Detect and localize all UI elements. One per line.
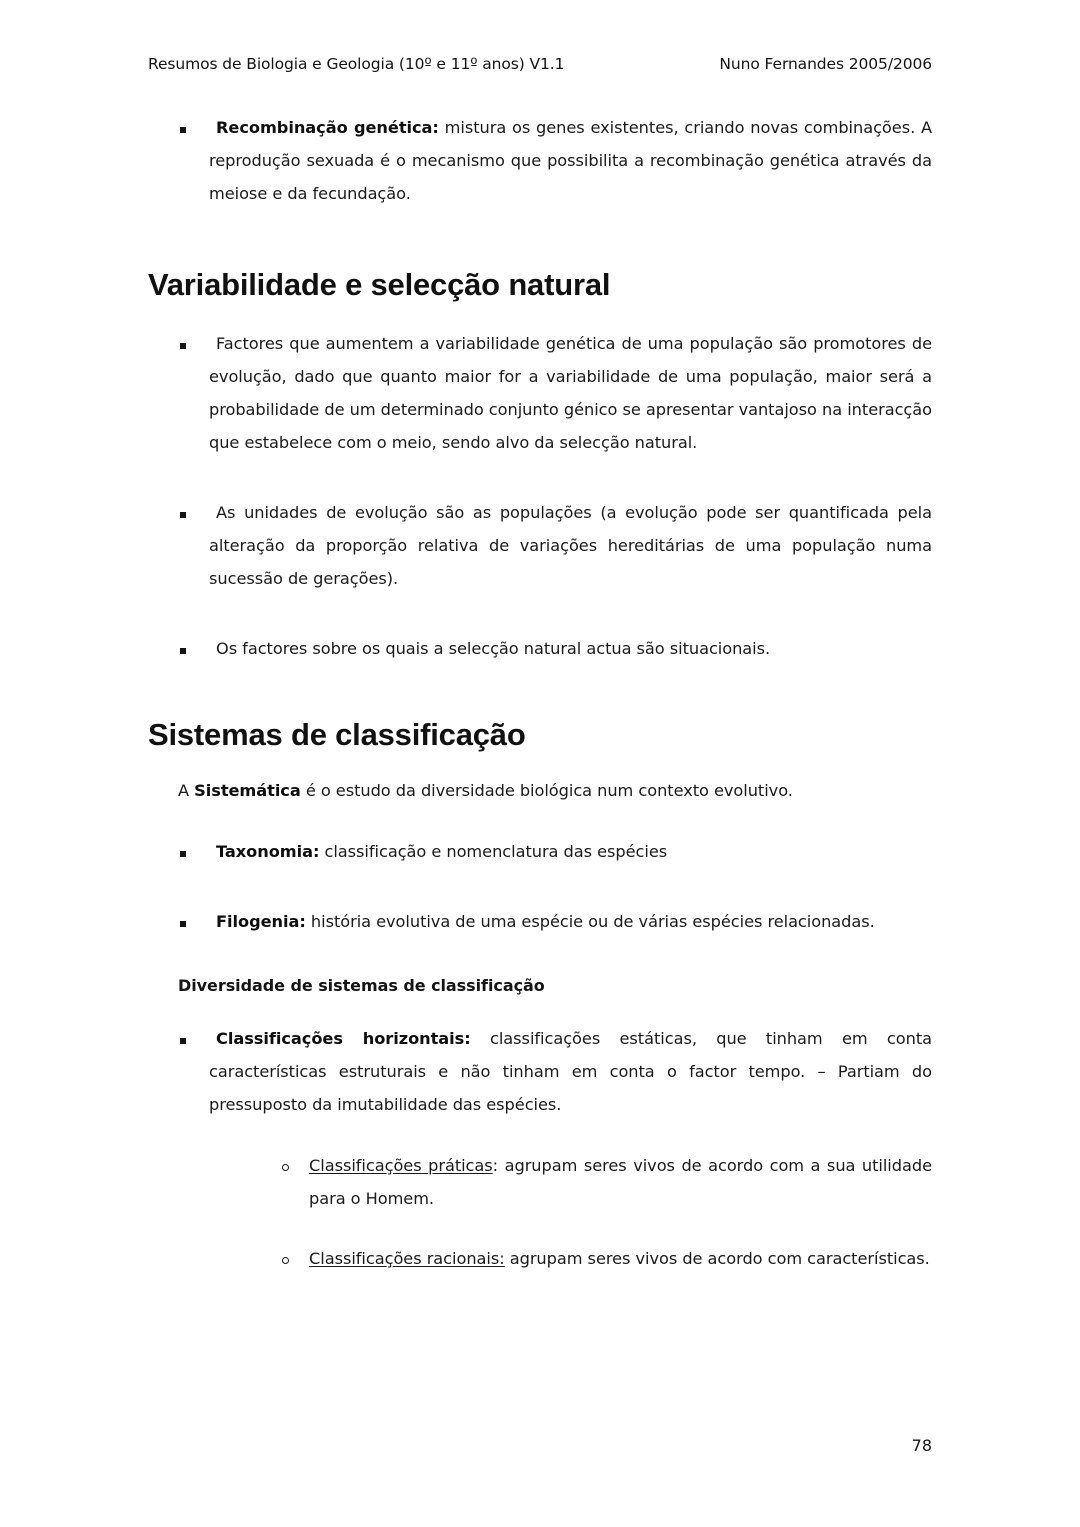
bullet-text [209,836,932,869]
bullet-term: Filogenia: [216,911,306,931]
bullet-term: Classificações horizontais: [216,1028,471,1048]
bullet-text [209,1023,932,1122]
spacer [178,995,932,1023]
bullet-body: história evolutiva de uma espécie ou de várias espécies relacionadas. [305,911,875,931]
page-header [148,55,932,74]
square-bullet-icon [180,648,186,654]
spacer [178,869,932,906]
bullet-classificacoes-horizontais [178,1023,932,1122]
sub-bullet-text [309,1249,930,1268]
sub-bullet-term: Classificações práticas [309,1155,493,1175]
bullet-text: Factores que aumentem a variabilidade genética de uma população são promotores de evolução, dado que quanto maior for a variabilidade de uma população, maior será a probabilidade de um determinado conjunto génico se apresentar vantajoso na interacção que estabelece com o meio, sendo alvo da selecção natural. [209,334,932,452]
bullet-term: Recombinação genética: [216,118,439,137]
square-bullet-icon [180,1038,186,1044]
subheading-diversidade-sistemas: Diversidade de sistemas de classificação [178,975,545,995]
sub-bullet-classificacoes-praticas [282,1150,932,1216]
bullet-body: classificação e nomenclatura das espécies [319,841,668,861]
spacer [178,596,932,633]
circle-bullet-icon [282,1164,289,1171]
bullet-body: mistura os genes existentes, criando novas combinações. A reprodução sexuada é o mecanismo que possibilita a recombinação genética através da meiose e da fecundação. [209,118,933,203]
section-2-heading-block [148,717,932,753]
square-bullet-icon [180,127,186,133]
spacer [178,808,932,836]
header-title-left: Resumos de Biologia e Geologia (10º e 11º anos) V1.1 [148,55,565,73]
bullet-text [209,112,932,211]
sub-bullet-body: agrupam seres vivos de acordo com características. [504,1249,930,1269]
square-bullet-icon [180,512,186,518]
bullet-text [209,906,932,939]
bullet-recombinacao-genetica [178,112,932,211]
spacer [178,939,932,976]
sub-bullet-text [309,1156,932,1208]
spacer [178,1122,932,1150]
sub-bullet-body: : agrupam seres vivos de acordo com a sua utilidade para o Homem. [309,1155,932,1208]
sub-bullet-classificacoes-racionais [282,1243,932,1276]
sub-bullet-list [282,1150,932,1277]
page-number: 78 [911,1436,932,1455]
bullet-text: As unidades de evolução são as populações (a evolução pode ser quantificada pela alteração da proporção relativa de variações hereditárias de uma população numa sucessão de gerações). [209,502,932,588]
lead-prefix: A [178,781,195,801]
document-body [148,112,933,1276]
circle-bullet-icon [282,1257,289,1264]
paragraph-sistematica-lead [178,775,932,808]
lead-suffix: é o estudo da diversidade biológica num contexto evolutivo. [300,781,793,801]
bullet-filogenia [178,906,932,939]
square-bullet-icon [180,851,186,857]
header-author-right: Nuno Fernandes 2005/2006 [719,55,932,73]
bullet-term: Taxonomia: [216,841,320,861]
spacer [178,460,932,497]
section-title-sistemas-classificacao: Sistemas de classificação [148,717,526,753]
bullet-body: classificações estáticas, que tinham em conta características estruturais e não tinham em conta o factor tempo. – Partiam do pressuposto da imutabilidade das espécies. [209,1028,932,1114]
square-bullet-icon [180,343,186,349]
spacer [282,1215,932,1243]
bullet-factores-situacionais [178,633,932,666]
bullet-text: Os factores sobre os quais a selecção natural actua são situacionais. [216,638,771,658]
bullet-unidades-evolucao [178,497,932,596]
lead-term: Sistemática [194,781,301,801]
bullet-factores-variabilidade [178,328,932,460]
sub-bullet-term: Classificações racionais: [309,1249,505,1269]
square-bullet-icon [180,921,186,927]
section-1-heading-block [148,267,932,303]
section-title-variabilidade: Variabilidade e selecção natural [148,266,611,302]
bullet-taxonomia [178,836,932,869]
